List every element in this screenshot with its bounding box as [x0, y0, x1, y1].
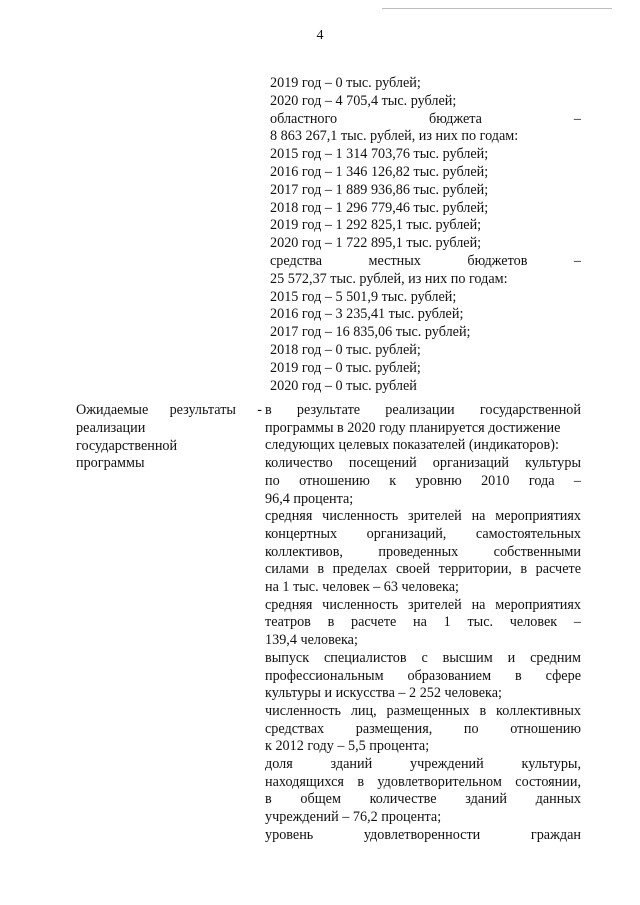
- indicator-line: в результате реализации государственной: [265, 402, 581, 418]
- indicator-line: 96,4 процента;: [265, 490, 354, 507]
- indicator-line: выпуск специалистов с высшим и средним: [265, 649, 581, 666]
- finance-line: 2019 год – 1 292 825,1 тыс. рублей;: [270, 217, 482, 234]
- finance-line: областного бюджета –: [270, 110, 581, 127]
- finance-line: 2015 год – 1 314 703,76 тыс. рублей;: [270, 146, 489, 163]
- indicator-line: культуры и искусства – 2 252 человека;: [265, 685, 502, 702]
- indicator-line: театров в расчете на 1 тыс. человек –: [265, 614, 581, 631]
- indicator-line: концертных организаций, самостоятельных: [265, 525, 581, 542]
- finance-line: 2017 год – 1 889 936,86 тыс. рублей;: [270, 181, 489, 198]
- label-line: государственной: [76, 437, 178, 454]
- indicator-line: численность лиц, размещенных в коллективных: [265, 702, 581, 719]
- indicator-line: средняя численность зрителей на мероприятиях: [265, 508, 581, 525]
- finance-line: 2017 год – 16 835,06 тыс. рублей;: [270, 324, 471, 341]
- indicator-line: профессиональным образованием в сфере: [265, 667, 581, 684]
- finance-line: 2018 год – 0 тыс. рублей;: [270, 341, 421, 358]
- indicator-line: по отношению к уровню 2010 года –: [265, 472, 581, 489]
- finance-line: 2016 год – 1 346 126,82 тыс. рублей;: [270, 163, 489, 180]
- indicator-line: 139,4 человека;: [265, 632, 358, 649]
- label-line: Ожидаемые результаты -: [76, 402, 262, 418]
- indicator-line: учреждений – 76,2 процента;: [265, 809, 442, 826]
- label-line: программы: [76, 455, 145, 472]
- indicator-line: находящихся в удовлетворительном состоянии,: [265, 773, 581, 790]
- finance-line: 2019 год – 0 тыс. рублей;: [270, 75, 421, 91]
- finance-line: 8 863 267,1 тыс. рублей, из них по годам:: [270, 128, 519, 145]
- expected-results-section: [265, 402, 581, 845]
- indicator-line: силами в пределах своей территории, в расчете: [265, 561, 581, 578]
- finance-line: средства местных бюджетов –: [270, 252, 581, 269]
- finance-line: 2015 год – 5 501,9 тыс. рублей;: [270, 288, 457, 305]
- row-label-expected-results: [76, 402, 262, 473]
- indicator-line: коллективов, проведенных собственными: [265, 543, 581, 560]
- finance-line: 2020 год – 1 722 895,1 тыс. рублей;: [270, 235, 482, 252]
- finance-line: 2016 год – 3 235,41 тыс. рублей;: [270, 306, 464, 323]
- indicator-line: количество посещений организаций культуры: [265, 455, 581, 472]
- indicator-line: в общем количестве зданий данных: [265, 791, 581, 808]
- indicator-line: средняя численность зрителей на мероприятиях: [265, 596, 581, 613]
- indicator-line: следующих целевых показателей (индикаторов):: [265, 437, 559, 454]
- indicator-line: доля зданий учреждений культуры,: [265, 756, 581, 773]
- finance-line: 25 572,37 тыс. рублей, из них по годам:: [270, 270, 508, 287]
- finance-line: 2018 год – 1 296 779,46 тыс. рублей;: [270, 199, 489, 216]
- finance-line: 2019 год – 0 тыс. рублей;: [270, 359, 421, 376]
- finance-line: 2020 год – 0 тыс. рублей: [270, 377, 417, 394]
- finance-section: [270, 75, 581, 395]
- indicator-line: уровень удовлетворенности граждан: [265, 826, 581, 843]
- indicator-line: на 1 тыс. человек – 63 человека;: [265, 579, 459, 596]
- label-line: реализации: [76, 419, 146, 436]
- top-rule: [382, 8, 612, 9]
- finance-line: 2020 год – 4 705,4 тыс. рублей;: [270, 92, 457, 109]
- indicator-line: средствах размещения, по отношению: [265, 720, 581, 737]
- page-number: 4: [316, 28, 324, 43]
- indicator-line: к 2012 году – 5,5 процента;: [265, 738, 430, 755]
- indicator-line: программы в 2020 году планируется достижение: [265, 419, 561, 436]
